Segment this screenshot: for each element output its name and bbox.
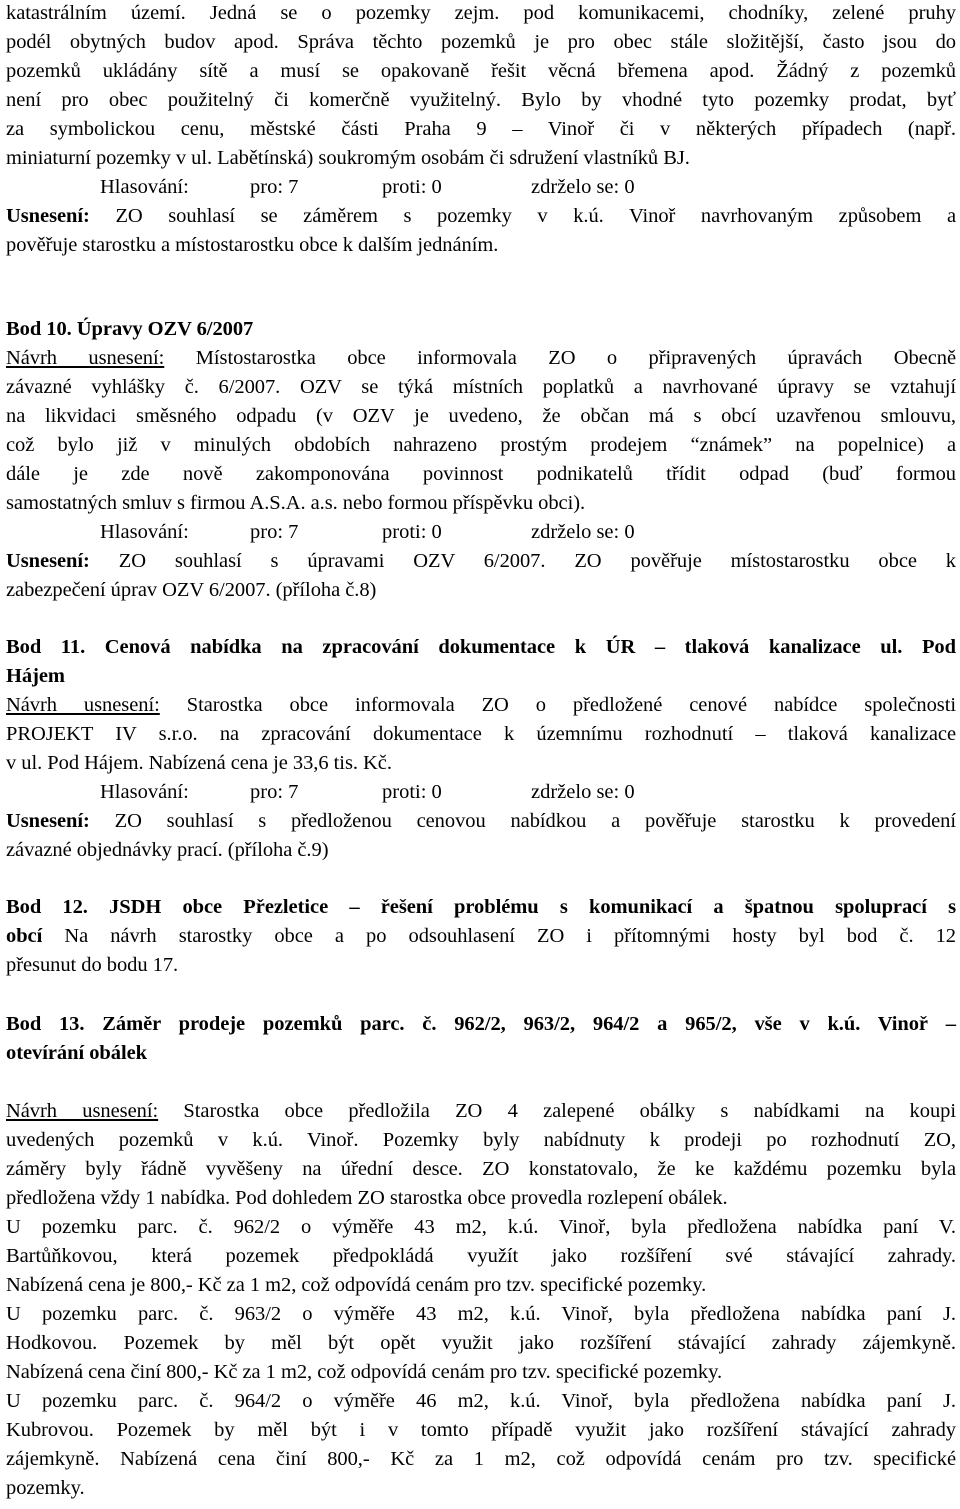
paragraph-line: záměry byly řádně vyvěšeny na úřední desce. ZO konstatovalo, že ke každému pozemku byla xyxy=(6,1158,956,1180)
section-heading: Bod 13. Záměr prodeje pozemků parc. č. 962/2, 963/2, 964/2 a 965/2, vše v k.ú. Vinoř – xyxy=(6,1013,956,1035)
paragraph-line: což bylo již v minulých obdobích nahrazeno prostým prodejem “známek” na popelnice) a xyxy=(6,434,956,456)
paragraph-line: Nabízená cena je 800,- Kč za 1 m2, což odpovídá cenám pro tzv. specifické pozemky. xyxy=(6,1274,707,1296)
section-heading: Bod 10. Úpravy OZV 6/2007 xyxy=(6,318,254,340)
resolution-label: Usnesení: xyxy=(6,550,90,572)
resolution-line xyxy=(6,203,956,229)
paragraph-line: za symbolickou cenu, městské části Praha 9 – Vinoř či v některých případech (např. xyxy=(6,118,956,140)
paragraph-line: přesunut do bodu 17. xyxy=(6,954,179,976)
paragraph-line: katastrálním území. Jedná se o pozemky zejm. pod komunikacemi, chodníky, zelené pruhy xyxy=(6,2,956,24)
proposal-line xyxy=(6,345,956,371)
section-heading: Bod 11. Cenová nabídka na zpracování dokumentace k ÚR – tlaková kanalizace ul. Pod xyxy=(6,636,956,658)
section-heading: Hájem xyxy=(6,665,65,687)
paragraph-line: dále je zde nově zakomponována povinnost podnikatelů třídit odpad (buď formou xyxy=(6,463,956,485)
vote-for: pro: 7 xyxy=(250,521,299,543)
paragraph-line: pozemků ukládány sítě a musí se opakovaně řešit věcná břemena apod. Žádný z pozemků xyxy=(6,60,956,82)
vote-for: pro: 7 xyxy=(250,176,299,198)
paragraph-line: U pozemku parc. č. 963/2 o výměře 43 m2, k.ú. Vinoř, byla předložena nabídka paní J. xyxy=(6,1303,956,1325)
resolution-line xyxy=(6,548,956,574)
resolution-label: Usnesení: xyxy=(6,205,90,227)
vote-abstain: zdrželo se: 0 xyxy=(531,781,635,803)
resolution-text: ZO souhlasí se záměrem s pozemky v k.ú. Vinoř navrhovaným způsobem a xyxy=(115,205,956,227)
proposal-label: Návrh usnesení: xyxy=(6,1100,159,1122)
paragraph-line: U pozemku parc. č. 962/2 o výměře 43 m2, k.ú. Vinoř, byla předložena nabídka paní V. xyxy=(6,1216,956,1238)
paragraph-line: Kubrovou. Pozemek by měl být i v tomto případě využit jako rozšíření stávající zahrady xyxy=(6,1419,956,1441)
resolution-text: ZO souhlasí s předloženou cenovou nabídkou a pověřuje starostku k provedení xyxy=(114,810,957,832)
resolution-line: pověřuje starostku a místostarostku obce k dalším jednáním. xyxy=(6,234,499,256)
paragraph-line: uvedených pozemků v k.ú. Vinoř. Pozemky byly nabídnuty k prodeji po rozhodnutí ZO, xyxy=(6,1129,956,1151)
paragraph-line: na likvidaci směsného odpadu (v OZV je uvedeno, že občan má s obcí uzavřenou smlouvu, xyxy=(6,405,956,427)
vote-for: pro: 7 xyxy=(250,781,299,803)
paragraph-line: Bartůňkovou, která pozemek předpokládá využít jako rozšíření své stávající zahrady. xyxy=(6,1245,956,1267)
paragraph-line: PROJEKT IV s.r.o. na zpracování dokumentace k územnímu rozhodnutí – tlaková kanalizace xyxy=(6,723,956,745)
vote-label: Hlasování: xyxy=(100,176,189,198)
resolution-label: Usnesení: xyxy=(6,810,90,832)
paragraph-line: miniaturní pozemky v ul. Labětínská) soukromým osobám či sdružení vlastníků BJ. xyxy=(6,147,690,169)
vote-against: proti: 0 xyxy=(382,781,442,803)
proposal-label: Návrh usnesení: xyxy=(6,347,165,369)
resolution-line xyxy=(6,808,956,834)
paragraph-line: pozemky. xyxy=(6,1477,85,1499)
section-heading: otevírání obálek xyxy=(6,1042,147,1064)
proposal-line xyxy=(6,692,956,718)
proposal-text: Místostarostka obce informovala ZO o připravených úpravách Obecně xyxy=(195,347,956,369)
paragraph-line: zájemkyně. Nabízená cena činí 800,- Kč za 1 m2, což odpovídá cenám pro tzv. specifické xyxy=(6,1448,956,1470)
paragraph-line: U pozemku parc. č. 964/2 o výměře 46 m2, k.ú. Vinoř, byla předložena nabídka paní J. xyxy=(6,1390,956,1412)
proposal-text: Starostka obce předložila ZO 4 zalepené obálky s nabídkami na koupi xyxy=(183,1100,957,1122)
vote-against: proti: 0 xyxy=(382,176,442,198)
paragraph-line: podél obytných budov apod. Správa těchto pozemků je pro obec stále složitější, často jsou do xyxy=(6,31,956,53)
paragraph-line: Nabízená cena činí 800,- Kč za 1 m2, což odpovídá cenám pro tzv. specifické pozemky. xyxy=(6,1361,723,1383)
resolution-text: ZO souhlasí s úpravami OZV 6/2007. ZO pověřuje místostarostku obce k xyxy=(118,550,956,572)
paragraph-text: Na návrh starostky obce a po odsouhlasení ZO i přítomnými hosty byl bod č. 12 xyxy=(64,925,957,947)
paragraph-line xyxy=(6,923,956,949)
section-heading-end: obcí xyxy=(6,925,43,947)
vote-label: Hlasování: xyxy=(100,521,189,543)
resolution-line: zabezpečení úprav OZV 6/2007. (příloha č.8) xyxy=(6,579,377,601)
vote-abstain: zdrželo se: 0 xyxy=(531,176,635,198)
proposal-line xyxy=(6,1098,956,1124)
vote-label: Hlasování: xyxy=(100,781,189,803)
paragraph-line: Hodkovou. Pozemek by měl být opět využit jako rozšíření stávající zahrady zájemkyně. xyxy=(6,1332,956,1354)
vote-abstain: zdrželo se: 0 xyxy=(531,521,635,543)
paragraph-line: předložena vždy 1 nabídka. Pod dohledem ZO starostka obce provedla rozlepení obálek. xyxy=(6,1187,728,1209)
paragraph-line: závazné vyhlášky č. 6/2007. OZV se týká místních poplatků a navrhované úpravy se vztahují xyxy=(6,376,956,398)
paragraph-line: samostatných smluv s firmou A.S.A. a.s. nebo formou příspěvku obci). xyxy=(6,492,586,514)
proposal-text: Starostka obce informovala ZO o předložené cenové nabídce společnosti xyxy=(186,694,956,716)
paragraph-line: v ul. Pod Hájem. Nabízená cena je 33,6 tis. Kč. xyxy=(6,752,392,774)
proposal-label: Návrh usnesení: xyxy=(6,694,160,716)
vote-against: proti: 0 xyxy=(382,521,442,543)
paragraph-line: není pro obec použitelný či komerčně využitelný. Bylo by vhodné tyto pozemky prodat, byť xyxy=(6,89,956,111)
resolution-line: závazné objednávky prací. (příloha č.9) xyxy=(6,839,329,861)
section-heading: Bod 12. JSDH obce Přezletice – řešení problému s komunikací a špatnou spoluprací s xyxy=(6,896,956,918)
